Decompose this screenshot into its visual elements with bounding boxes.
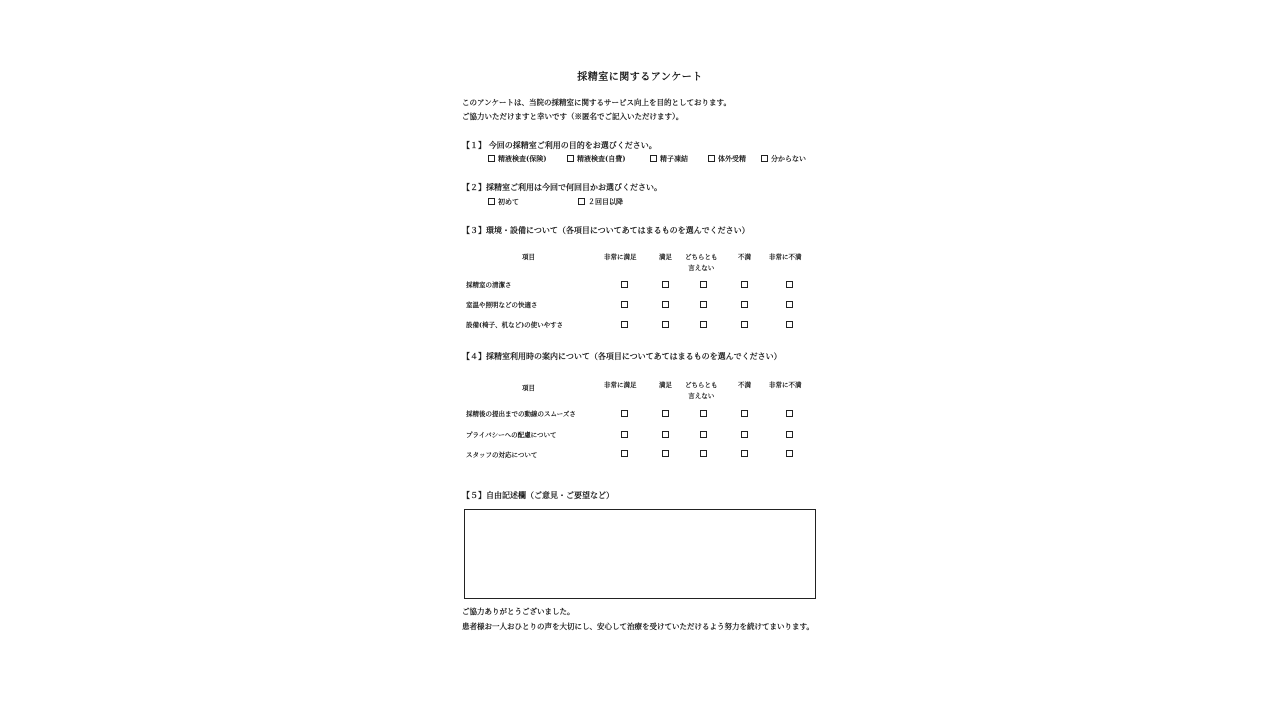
q2-option[interactable]: ２回目以降 [578, 197, 623, 207]
rating-checkbox[interactable] [662, 281, 669, 288]
rating-checkbox[interactable] [662, 450, 669, 457]
rating-checkbox[interactable] [621, 431, 628, 438]
q1-option[interactable]: 精液検査(保険) [488, 154, 547, 164]
rating-checkbox[interactable] [786, 450, 793, 457]
q3-row-label: 室温や照明などの快適さ [466, 301, 538, 309]
q2-heading: 【２】採精室ご利用は今回で何回目かお選びください。 [462, 182, 662, 192]
rating-checkbox[interactable] [786, 410, 793, 417]
q4-col-item: 項目 [522, 384, 535, 392]
closing-text [462, 604, 818, 634]
intro-line-1: このアンケートは、当院の採精室に関するサービス向上を目的としております。 [462, 98, 731, 107]
rating-checkbox[interactable] [662, 321, 669, 328]
checkbox-icon[interactable] [488, 155, 495, 162]
intro-line-2: ご協力いただけますと幸いです（※匿名でご記入いただけます）。 [462, 112, 684, 121]
q3-row-label: 採精室の清潔さ [466, 281, 512, 289]
q1-option[interactable]: 精子凍結 [650, 154, 688, 164]
q4-col-header: 満足 [659, 381, 672, 389]
q1-option[interactable]: 分からない [761, 154, 806, 164]
intro-text [462, 96, 731, 124]
q3-col-header: 不満 [738, 253, 751, 261]
q3-col-header: 非常に不満 [769, 253, 802, 261]
rating-checkbox[interactable] [700, 321, 707, 328]
rating-checkbox[interactable] [621, 301, 628, 308]
closing-line-1: ご協力ありがとうございました。 [462, 607, 575, 616]
q4-col-header: どちらとも 言えない [685, 381, 718, 400]
q5-heading: 【５】自由記述欄（ご意見・ご要望など） [462, 490, 614, 500]
q4-row-label: プライバシーへの配慮について [466, 431, 557, 439]
free-comment-box[interactable] [464, 509, 816, 599]
rating-checkbox[interactable] [700, 301, 707, 308]
rating-checkbox[interactable] [741, 431, 748, 438]
q1-option[interactable]: 体外受精 [708, 154, 746, 164]
q1-option[interactable]: 精液検査(自費) [567, 154, 626, 164]
rating-checkbox[interactable] [786, 321, 793, 328]
checkbox-icon[interactable] [488, 198, 495, 205]
rating-checkbox[interactable] [741, 450, 748, 457]
checkbox-icon[interactable] [708, 155, 715, 162]
page-title: 採精室に関するアンケート [577, 72, 703, 83]
rating-checkbox[interactable] [786, 431, 793, 438]
checkbox-icon[interactable] [650, 155, 657, 162]
rating-checkbox[interactable] [741, 321, 748, 328]
rating-checkbox[interactable] [621, 450, 628, 457]
q3-row-label: 設備(椅子、机など)の使いやすさ [466, 321, 564, 329]
q3-heading: 【３】環境・設備について（各項目についてあてはまるものを選んでください） [462, 225, 750, 235]
rating-checkbox[interactable] [621, 321, 628, 328]
q2-option[interactable]: 初めて [488, 197, 519, 207]
rating-checkbox[interactable] [741, 281, 748, 288]
q1-heading: 【１】 今回の採精室ご利用の目的をお選びください。 [462, 140, 657, 150]
rating-checkbox[interactable] [700, 281, 707, 288]
q4-col-header: 不満 [738, 381, 751, 389]
rating-checkbox[interactable] [621, 281, 628, 288]
survey-document [460, 60, 820, 660]
q3-col-header: 満足 [659, 253, 672, 261]
q4-heading: 【４】採精室利用時の案内について（各項目についてあてはまるものを選んでください） [462, 351, 782, 361]
rating-checkbox[interactable] [662, 410, 669, 417]
rating-checkbox[interactable] [786, 281, 793, 288]
checkbox-icon[interactable] [578, 198, 585, 205]
rating-checkbox[interactable] [662, 431, 669, 438]
checkbox-icon[interactable] [567, 155, 574, 162]
q3-col-header: 非常に満足 [604, 253, 637, 261]
q4-row-label: スタッフの対応について [466, 451, 538, 459]
rating-checkbox[interactable] [700, 410, 707, 417]
rating-checkbox[interactable] [700, 431, 707, 438]
q4-row-label: 採精後の提出までの動線のスムーズさ [466, 410, 576, 418]
rating-checkbox[interactable] [700, 450, 707, 457]
q4-col-header: 非常に満足 [604, 381, 637, 389]
rating-checkbox[interactable] [786, 301, 793, 308]
q3-col-header: どちらとも 言えない [685, 253, 718, 272]
q4-col-header: 非常に不満 [769, 381, 802, 389]
closing-line-2: 患者様お一人おひとりの声を大切にし、安心して治療を受けていただけるよう努力を続けてまいります。 [462, 622, 814, 631]
checkbox-icon[interactable] [761, 155, 768, 162]
rating-checkbox[interactable] [741, 301, 748, 308]
q3-col-item: 項目 [522, 253, 535, 261]
rating-checkbox[interactable] [662, 301, 669, 308]
rating-checkbox[interactable] [741, 410, 748, 417]
rating-checkbox[interactable] [621, 410, 628, 417]
